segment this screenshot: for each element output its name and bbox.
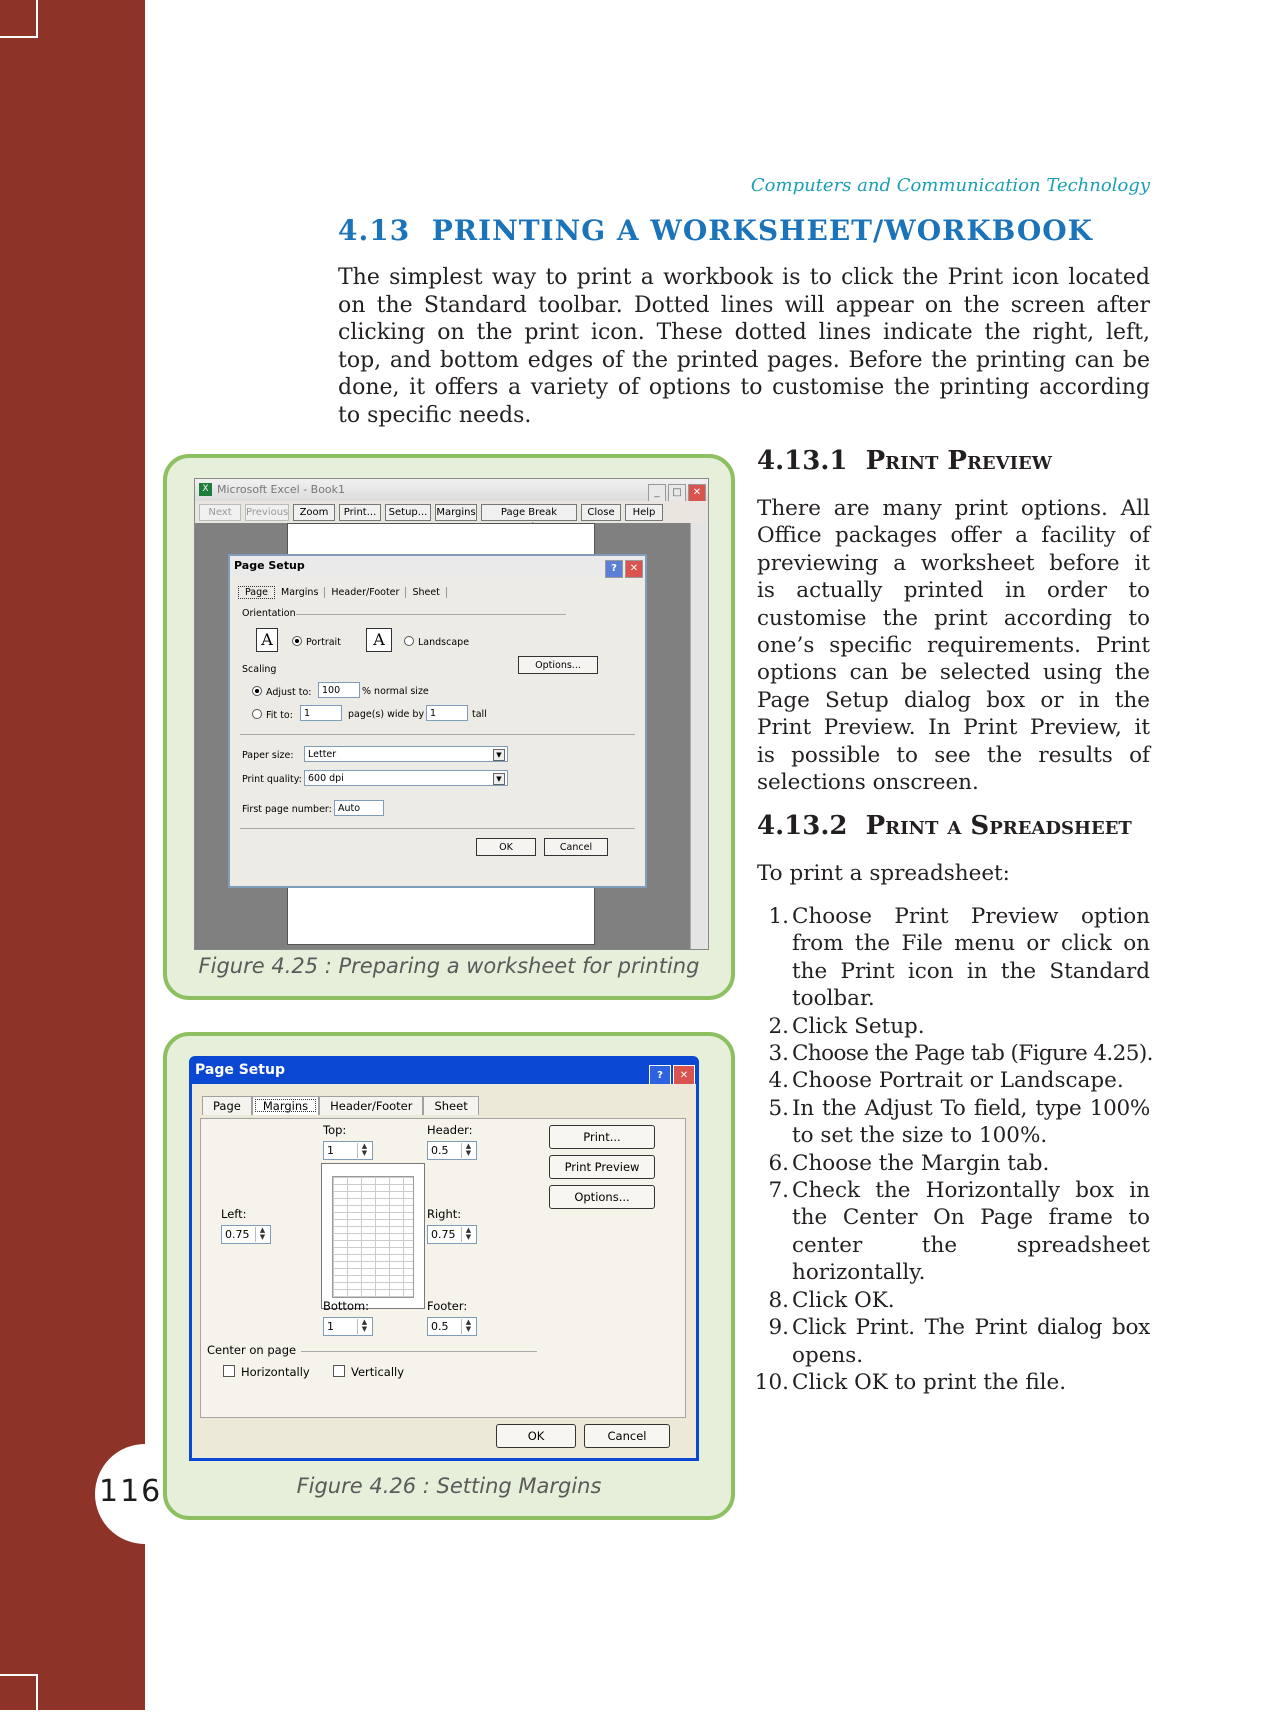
close-icon[interactable]: ✕ — [688, 484, 706, 502]
right-label: Right: — [427, 1207, 462, 1221]
list-item — [754, 1369, 1150, 1396]
maximize-icon[interactable]: □ — [668, 484, 686, 502]
paper-size-label: Paper size: — [242, 750, 294, 761]
step-number: 3. — [768, 1041, 789, 1067]
step-number: 5. — [768, 1095, 789, 1121]
dialog-title: Page Setup — [234, 559, 305, 572]
list-item — [757, 1067, 1150, 1094]
portrait-option[interactable]: Portrait — [292, 636, 341, 648]
window-title: Microsoft Excel - Book1 — [217, 483, 346, 496]
spinner-icon: ▲ ▼ — [357, 1143, 371, 1158]
step-number: 9. — [768, 1315, 789, 1341]
print-quality-select[interactable]: 600 dpi ▼ — [304, 770, 508, 786]
right-margin-input[interactable]: 0.75 ▲ ▼ — [427, 1225, 477, 1244]
spinner-icon: ▲ ▼ — [461, 1143, 475, 1158]
chevron-down-icon: ▼ — [493, 749, 505, 761]
text-line: Office packages offer a facility of — [757, 523, 1150, 549]
text-line: from the File menu or click on — [792, 931, 1150, 957]
subsection-title: Print Preview — [865, 446, 1052, 476]
text-line: horizontally. — [792, 1260, 926, 1286]
subsection-heading-print — [757, 811, 1132, 841]
list-item — [757, 1314, 1150, 1369]
header-margin-input[interactable]: 0.5 ▲ ▼ — [427, 1141, 477, 1160]
subsection-heading-preview — [757, 446, 1052, 476]
subsection-title: Print a Spreadsheet — [865, 811, 1132, 841]
spinner-icon: ▲ ▼ — [461, 1319, 475, 1334]
close-icon[interactable]: ✕ — [625, 560, 643, 578]
options-button[interactable]: Options... — [549, 1185, 655, 1209]
fit-to-option[interactable]: Fit to: — [252, 709, 293, 721]
spinner-icon: ▲ ▼ — [255, 1227, 269, 1242]
page-setup-dialog — [228, 554, 647, 888]
text-line: center the spreadsheet — [792, 1232, 1150, 1258]
dialog-titlebar — [189, 1056, 699, 1084]
first-page-input[interactable]: Auto — [334, 800, 384, 816]
text-line: There are many print options. All — [757, 496, 1150, 521]
horizontally-checkbox[interactable]: Horizontally — [223, 1365, 310, 1379]
list-item — [757, 1095, 1150, 1150]
text-line: The simplest way to print a workbook is to click the Print icon located — [338, 265, 1150, 290]
text-line: the Center On Page frame to — [792, 1205, 1150, 1231]
section-title: PRINTING A WORKSHEET/WORKBOOK — [431, 214, 1093, 247]
figure-caption: Figure 4.25 : Preparing a worksheet for printing — [198, 954, 700, 978]
vertically-checkbox[interactable]: Vertically — [333, 1365, 404, 1379]
previous-button[interactable]: Previous — [245, 504, 289, 521]
text-line: Print Preview. In Print Preview, it — [757, 715, 1150, 741]
text-line: one’s specific requirements. Print — [757, 633, 1150, 659]
close-icon[interactable]: ✕ — [673, 1065, 695, 1087]
list-item — [757, 1150, 1150, 1177]
section-heading — [338, 214, 1093, 247]
text-line: Choose the Page tab (Figure 4.25). — [792, 1041, 1153, 1067]
text-line: toolbar. — [792, 986, 875, 1012]
list-item — [757, 1287, 1150, 1314]
adjust-to-option[interactable]: Adjust to: — [252, 686, 311, 698]
ok-button[interactable]: OK — [496, 1424, 576, 1448]
tab-page[interactable]: Page — [238, 586, 275, 599]
pages-wide-label: page(s) wide by — [348, 709, 425, 720]
text-line: Click OK. — [792, 1287, 895, 1313]
step-number: 7. — [768, 1178, 789, 1204]
page-preview — [321, 1163, 425, 1309]
figure-4-25 — [163, 454, 735, 1000]
dialog-tabs — [238, 586, 447, 599]
step-number: 4. — [768, 1068, 789, 1094]
dialog-tabs — [202, 1096, 479, 1115]
text-line: opens. — [792, 1342, 864, 1368]
footer-margin-input[interactable]: 0.5 ▲ ▼ — [427, 1317, 477, 1336]
step-number: 6. — [768, 1150, 789, 1176]
list-item — [757, 1013, 1150, 1040]
list-item — [757, 1040, 1153, 1067]
text-line: the Print icon in the Standard — [792, 958, 1150, 984]
section-number: 4.13 — [338, 214, 411, 247]
left-margin-input[interactable]: 0.75 ▲ ▼ — [221, 1225, 271, 1244]
step-number: 1. — [768, 904, 789, 929]
top-margin-input[interactable]: 1 ▲ ▼ — [323, 1141, 373, 1160]
running-header: Computers and Communication Technology — [750, 175, 1150, 196]
tab-margins[interactable]: Margins — [275, 587, 325, 598]
text-line: In the Adjust To field, type 100% — [792, 1095, 1150, 1121]
figure-caption: Figure 4.26 : Setting Margins — [296, 1474, 602, 1498]
step-number: 2. — [768, 1013, 789, 1039]
first-page-label: First page number: — [242, 804, 332, 815]
print-preview-paragraph — [757, 495, 1150, 796]
margins-button[interactable]: Margins — [435, 504, 477, 521]
minimize-icon[interactable]: _ — [648, 484, 666, 502]
subsection-number: 4.13.1 — [757, 446, 848, 476]
tab-header-footer[interactable]: Header/Footer — [319, 1096, 423, 1115]
intro-paragraph — [338, 264, 1150, 429]
bottom-margin-input[interactable]: 1 ▲ ▼ — [323, 1317, 373, 1336]
left-label: Left: — [221, 1207, 247, 1221]
close-button[interactable]: Close — [581, 504, 621, 521]
crop-mark-bottom — [0, 1674, 38, 1712]
text-line: customise the print according to — [757, 605, 1150, 631]
next-button[interactable]: Next — [199, 504, 241, 521]
text-line: options can be selected using the — [757, 660, 1150, 686]
text-line: Choose Print Preview option — [792, 904, 1150, 929]
dialog-body — [192, 1084, 696, 1458]
page-break-preview-button[interactable]: Page Break — [481, 504, 577, 521]
margins-panel — [200, 1118, 686, 1418]
text-line: done, it offers a variety of options to customise the printing according — [338, 375, 1150, 400]
text-line: is actually printed in order to — [757, 578, 1150, 604]
tab-margins[interactable]: Margins — [252, 1096, 319, 1115]
print-lead — [757, 860, 1150, 887]
list-item — [757, 903, 1150, 1013]
print-preview-toolbar — [195, 501, 708, 524]
footer-label: Footer: — [427, 1299, 468, 1313]
text-line: Click OK to print the file. — [792, 1369, 1067, 1395]
spinner-icon: ▲ ▼ — [461, 1227, 475, 1242]
chevron-down-icon: ▼ — [493, 773, 505, 785]
divider — [301, 1351, 537, 1352]
figure-4-26 — [163, 1032, 735, 1520]
paper-size-select[interactable]: Letter ▼ — [304, 746, 508, 762]
ok-button[interactable]: OK — [476, 838, 536, 856]
dialog-titlebar — [230, 556, 645, 576]
landscape-icon: A — [366, 628, 392, 652]
dialog-title: Page Setup — [195, 1062, 285, 1078]
bottom-label: Bottom: — [323, 1299, 370, 1313]
options-button[interactable]: Options... — [518, 656, 598, 674]
text-line: clicking on the print icon. These dotted lines indicate the right, left, — [338, 320, 1150, 345]
pages-wide-input[interactable]: 1 — [300, 705, 342, 721]
portrait-icon: A — [256, 628, 278, 652]
tall-label: tall — [472, 709, 487, 720]
cancel-button[interactable]: Cancel — [544, 838, 608, 856]
step-number: 10. — [754, 1369, 789, 1395]
tab-sheet[interactable]: Sheet — [423, 1096, 478, 1115]
text-line: Choose Portrait or Landscape. — [792, 1068, 1124, 1094]
text-line: top, and bottom edges of the printed pages. Before the printing can be — [338, 347, 1150, 373]
text-line: Choose the Margin tab. — [792, 1150, 1050, 1176]
text-line: previewing a worksheet before it — [757, 550, 1150, 576]
steps-list — [754, 903, 1153, 1396]
step-number: 8. — [768, 1287, 789, 1313]
tab-page[interactable]: Page — [202, 1096, 252, 1115]
text-line: is possible to see the results of — [757, 742, 1150, 768]
divider — [240, 734, 635, 735]
text-line: Check the Horizontally box in — [792, 1178, 1150, 1204]
print-quality-label: Print quality: — [242, 774, 302, 785]
vertical-scrollbar[interactable] — [690, 523, 708, 949]
top-label: Top: — [323, 1123, 347, 1137]
crop-mark-top — [0, 0, 38, 38]
print-preview-button[interactable]: Print Preview — [549, 1155, 655, 1179]
center-on-page-label: Center on page — [207, 1343, 297, 1357]
spinner-icon: ▲ ▼ — [357, 1319, 371, 1334]
zoom-button[interactable]: Zoom — [293, 504, 335, 521]
landscape-option[interactable]: Landscape — [404, 636, 469, 648]
text-line: on the Standard toolbar. Dotted lines will appear on the screen after — [338, 292, 1150, 318]
text-line: Click Setup. — [792, 1013, 925, 1039]
pages-tall-input[interactable]: 1 — [426, 705, 468, 721]
header-label: Header: — [427, 1123, 473, 1137]
normal-size-label: % normal size — [362, 686, 429, 697]
scaling-label: Scaling — [242, 664, 277, 675]
subsection-number: 4.13.2 — [757, 811, 848, 841]
help-icon[interactable]: ? — [649, 1065, 671, 1087]
cancel-button[interactable]: Cancel — [584, 1424, 670, 1448]
setup-button[interactable]: Setup... — [385, 504, 431, 521]
print-button[interactable]: Print... — [549, 1125, 655, 1149]
text-line: to set the size to 100%. — [792, 1123, 1048, 1149]
text-line: to specific needs. — [338, 402, 532, 428]
tab-header-footer[interactable]: Header/Footer — [325, 587, 406, 598]
excel-window — [194, 478, 709, 950]
divider — [240, 828, 635, 829]
page-setup-dialog — [189, 1056, 699, 1461]
divider — [296, 614, 566, 615]
orientation-label: Orientation — [242, 608, 296, 619]
text-line: To print a spreadsheet: — [757, 861, 1010, 886]
adjust-to-input[interactable]: 100 — [318, 682, 360, 698]
tab-sheet[interactable]: Sheet — [406, 587, 446, 598]
help-icon[interactable]: ? — [605, 560, 623, 578]
text-line: selections onscreen. — [757, 770, 979, 796]
print-button[interactable]: Print... — [339, 504, 381, 521]
page-number: 116 — [99, 1474, 163, 1509]
list-item — [757, 1177, 1150, 1287]
excel-icon: X — [199, 483, 212, 496]
help-button[interactable]: Help — [625, 504, 663, 521]
text-line: Click Print. The Print dialog box — [792, 1315, 1150, 1341]
text-line: Page Setup dialog box or in the — [757, 687, 1150, 713]
window-titlebar — [195, 479, 708, 501]
